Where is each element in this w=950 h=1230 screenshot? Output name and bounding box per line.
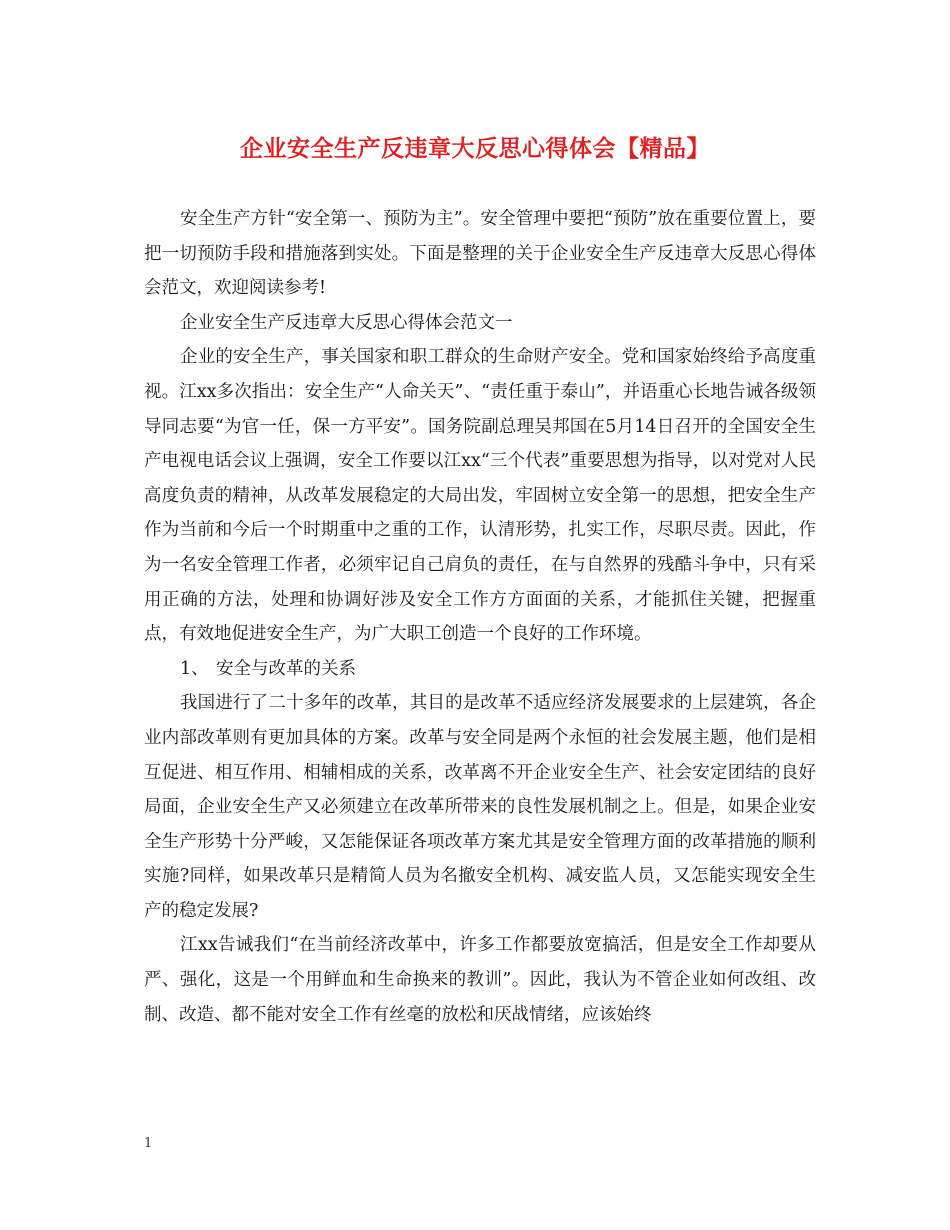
body-paragraph: 企业的安全生产，事关国家和职工群众的生命财产安全。党和国家始终给予高度重视。江xx多次指出：安全生产“人命关天”、“责任重于泰山”，并语重心长地告诫各级领导同志要“为官一任，保一方平安”。国务院副总理吴邦国在5月14日召开的全国安全生产电视电话会议上强调，安全工作要以江xx“三个代表”重要思想为指导，以对党对人民高度负责的精神，从改革发展稳定的大局出发，牢固树立安全第一的思想，把安全生产作为当前和今后一个时期重中之重的工作，认清形势，扎实工作，尽职尽责。因此，作为一名安全管理工作者，必须牢记自己肩负的责任，在与自然界的残酷斗争中，只有采用正确的方法，处理和协调好涉及安全工作方方面面的关系，才能抓住关键，把握重点，有效地促进安全生产，为广大职工创造一个良好的工作环境。: [144, 347, 816, 645]
body-paragraph: 江xx告诫我们“在当前经济改革中，许多工作都要放宽搞活，但是安全工作却要从严、强化，这是一个用鲜血和生命换来的教训”。因此，我认为不管企业如何改组、改制、改造、都不能对安全工作有丝毫的放松和厌战情绪，应该始终: [144, 935, 816, 1025]
section-heading: [144, 652, 816, 687]
body-paragraph: 我国进行了二十多年的改革，其目的是改革不适应经济发展要求的上层建筑，各企业内部改革则有更加具体的方案。改革与安全同是两个永恒的社会发展主题，他们是相互促进、相互作用、相辅相成的关系，改革离不开企业安全生产、社会安定团结的良好局面，企业安全生产又必须建立在改革所带来的良性发展机制之上。但是，如果企业安全生产形势十分严峻，又怎能保证各项改革方案尤其是安全管理方面的改革措施的顺利实施?同样，如果改革只是精简人员为名撤安全机构、减安监人员，又怎能实现安全生产的稳定发展?: [144, 693, 816, 921]
section-heading-text: 安全与改革的关系: [216, 658, 356, 679]
section-number: 1、: [180, 658, 209, 679]
document-title: 企业安全生产反违章大反思心得体会【精品】: [240, 136, 710, 162]
intro-paragraph: 安全生产方针“安全第一、预防为主”。安全管理中要把“预防”放在重要位置上，要把一切预防手段和措施落到实处。下面是整理的关于企业安全生产反违章大反思心得体会范文，欢迎阅读参考!: [144, 209, 816, 299]
section-subtitle: 企业安全生产反违章大反思心得体会范文一: [180, 312, 513, 333]
document-body: [144, 202, 816, 1032]
page-number: 1: [144, 1136, 153, 1151]
